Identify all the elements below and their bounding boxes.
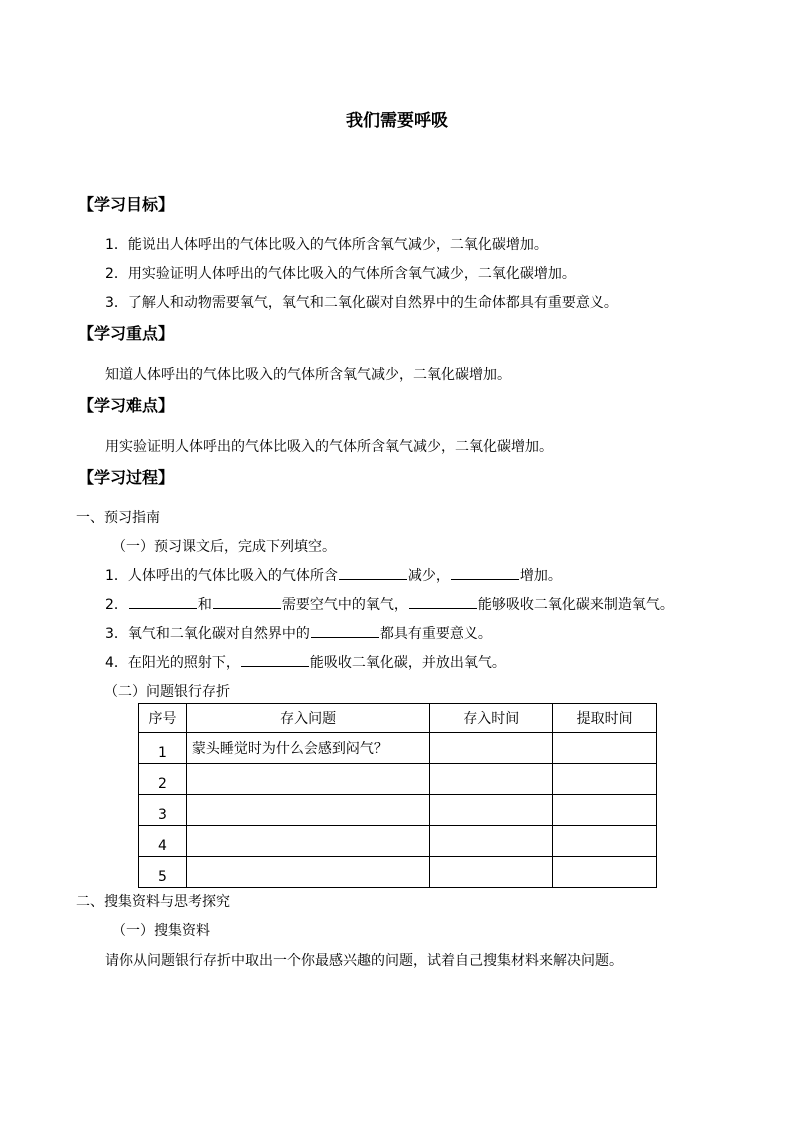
row-no: 4 bbox=[139, 826, 187, 857]
fill-question-4: 4．在阳光的照射下， 能吸收二氧化碳，并放出氧气。 bbox=[105, 655, 506, 671]
row-deposit-time[interactable] bbox=[430, 795, 553, 826]
table-row bbox=[139, 764, 657, 795]
fill-question-2: 2． 和 需要空气中的氧气， 能够吸收二氧化碳来制造氧气。 bbox=[105, 597, 674, 613]
part2-text: 请你从问题银行存折中取出一个你最感兴趣的问题，试着自己搜集材料来解决问题。 bbox=[105, 953, 623, 969]
table-row bbox=[139, 826, 657, 857]
header-withdraw-time: 提取时间 bbox=[553, 704, 657, 733]
row-no: 5 bbox=[139, 857, 187, 888]
table-header-row bbox=[139, 704, 657, 733]
row-deposit-time[interactable] bbox=[430, 733, 553, 764]
row-deposit-time[interactable] bbox=[430, 764, 553, 795]
goal-item-1: 1．能说出人体呼出的气体比吸入的气体所含氧气减少，二氧化碳增加。 bbox=[105, 237, 548, 253]
row-deposit-time[interactable] bbox=[430, 857, 553, 888]
row-withdraw-time[interactable] bbox=[553, 764, 657, 795]
row-no: 1 bbox=[139, 733, 187, 764]
goals-heading: 【学习目标】 bbox=[78, 195, 175, 214]
answer-blank[interactable] bbox=[311, 625, 379, 638]
table-row bbox=[139, 733, 657, 764]
row-withdraw-time[interactable] bbox=[553, 857, 657, 888]
header-question: 存入问题 bbox=[186, 704, 430, 733]
answer-blank[interactable] bbox=[213, 596, 281, 609]
row-deposit-time[interactable] bbox=[430, 826, 553, 857]
part1-sub1: （一）预习课文后，完成下列填空。 bbox=[112, 539, 336, 555]
process-heading: 【学习过程】 bbox=[78, 468, 175, 487]
row-no: 2 bbox=[139, 764, 187, 795]
row-withdraw-time[interactable] bbox=[553, 795, 657, 826]
row-no: 3 bbox=[139, 795, 187, 826]
header-deposit-time: 存入时间 bbox=[430, 704, 553, 733]
answer-blank[interactable] bbox=[129, 596, 197, 609]
table-row bbox=[139, 857, 657, 888]
part2-title: 二、搜集资料与思考探究 bbox=[76, 894, 230, 910]
table-row bbox=[139, 795, 657, 826]
row-withdraw-time[interactable] bbox=[553, 733, 657, 764]
row-withdraw-time[interactable] bbox=[553, 826, 657, 857]
part1-sub2: （二）问题银行存折 bbox=[104, 684, 230, 700]
fill-question-3: 3．氧气和二氧化碳对自然界中的 都具有重要意义。 bbox=[105, 626, 492, 642]
answer-blank[interactable] bbox=[241, 654, 309, 667]
difficulty-text: 用实验证明人体呼出的气体比吸入的气体所含氧气减少，二氧化碳增加。 bbox=[105, 439, 553, 455]
question-bank-table bbox=[138, 703, 657, 888]
row-question[interactable] bbox=[186, 795, 430, 826]
answer-blank[interactable] bbox=[451, 567, 519, 580]
row-question[interactable] bbox=[186, 826, 430, 857]
answer-blank[interactable] bbox=[409, 596, 477, 609]
focus-heading: 【学习重点】 bbox=[78, 324, 175, 343]
row-question[interactable] bbox=[186, 857, 430, 888]
goal-item-3: 3．了解人和动物需要氧气，氧气和二氧化碳对自然界中的生命体都具有重要意义。 bbox=[105, 295, 618, 311]
row-question[interactable] bbox=[186, 764, 430, 795]
fill-question-1: 1．人体呼出的气体比吸入的气体所含 减少， 增加。 bbox=[105, 568, 562, 584]
answer-blank[interactable] bbox=[339, 567, 407, 580]
page-title: 我们需要呼吸 bbox=[346, 111, 448, 131]
part2-sub1: （一）搜集资料 bbox=[112, 923, 210, 939]
row-question[interactable]: 蒙头睡觉时为什么会感到闷气？ bbox=[186, 733, 430, 764]
focus-text: 知道人体呼出的气体比吸入的气体所含氧气减少，二氧化碳增加。 bbox=[105, 367, 511, 383]
header-no: 序号 bbox=[139, 704, 187, 733]
difficulty-heading: 【学习难点】 bbox=[78, 396, 175, 415]
part1-title: 一、预习指南 bbox=[76, 510, 160, 526]
goal-item-2: 2．用实验证明人体呼出的气体比吸入的气体所含氧气减少，二氧化碳增加。 bbox=[105, 266, 576, 282]
